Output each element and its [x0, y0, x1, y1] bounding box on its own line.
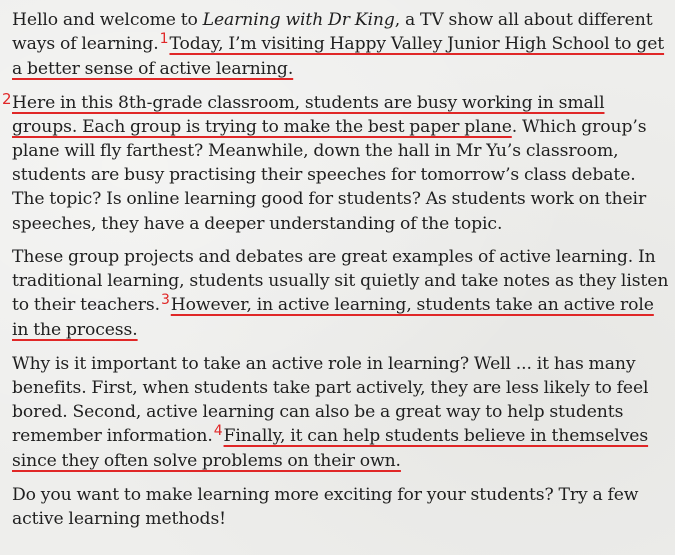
annotation-number-1: 1: [159, 31, 169, 48]
p1-intro: Hello and welcome to: [12, 10, 203, 30]
underlined-sentence-2: Here in this 8th-grade classroom, students are busy working in small groups. Each group is trying to make the best paper plane: [12, 92, 605, 137]
paragraph-4: [12, 352, 670, 474]
paragraph-2: [2, 89, 670, 236]
p2-body: . Which group’s plane will fly farthest? Meanwhile, down the hall in Mr Yu’s classroom, students are busy practising their speeches for tomorrow’s class debate. The topic? Is online learning good for students? As students work on their speeches, they have a deeper understanding of the topic.: [12, 116, 647, 234]
p5-body: Do you want to make learning more exciting for your students? Try a few active learning methods!: [12, 484, 639, 529]
p4-body: Why is it important to take an active role in learning? Well ... it has many benefits. First, when students take part actively, they are less likely to feel bored. Second, active learning can also be a great way to help students remember information.: [12, 353, 649, 447]
underlined-sentence-1: Today, I’m visiting Happy Valley Junior High School to get a better sense of active learning.: [12, 34, 665, 80]
p3-body: These group projects and debates are great examples of active learning. In traditional learning, students usually sit quietly and take notes as they listen to their teachers.: [12, 246, 669, 316]
underlined-sentence-3: However, in active learning, students take an active role in the process.: [12, 295, 654, 341]
underlined-sentence-4: Finally, it can help students believe in themselves since they often solve problems on their own.: [12, 426, 649, 472]
show-title: Learning with Dr King: [202, 10, 395, 30]
annotation-number-2: 2: [2, 89, 12, 108]
annotation-number-4: 4: [213, 423, 223, 440]
article-text: [2, 8, 670, 531]
annotation-number-3: 3: [160, 292, 170, 309]
paragraph-1: [12, 8, 670, 82]
p1-intro-end: , a TV show all about different ways of learning.: [12, 10, 653, 55]
paragraph-5: [12, 483, 670, 531]
paragraph-3: [12, 245, 670, 343]
